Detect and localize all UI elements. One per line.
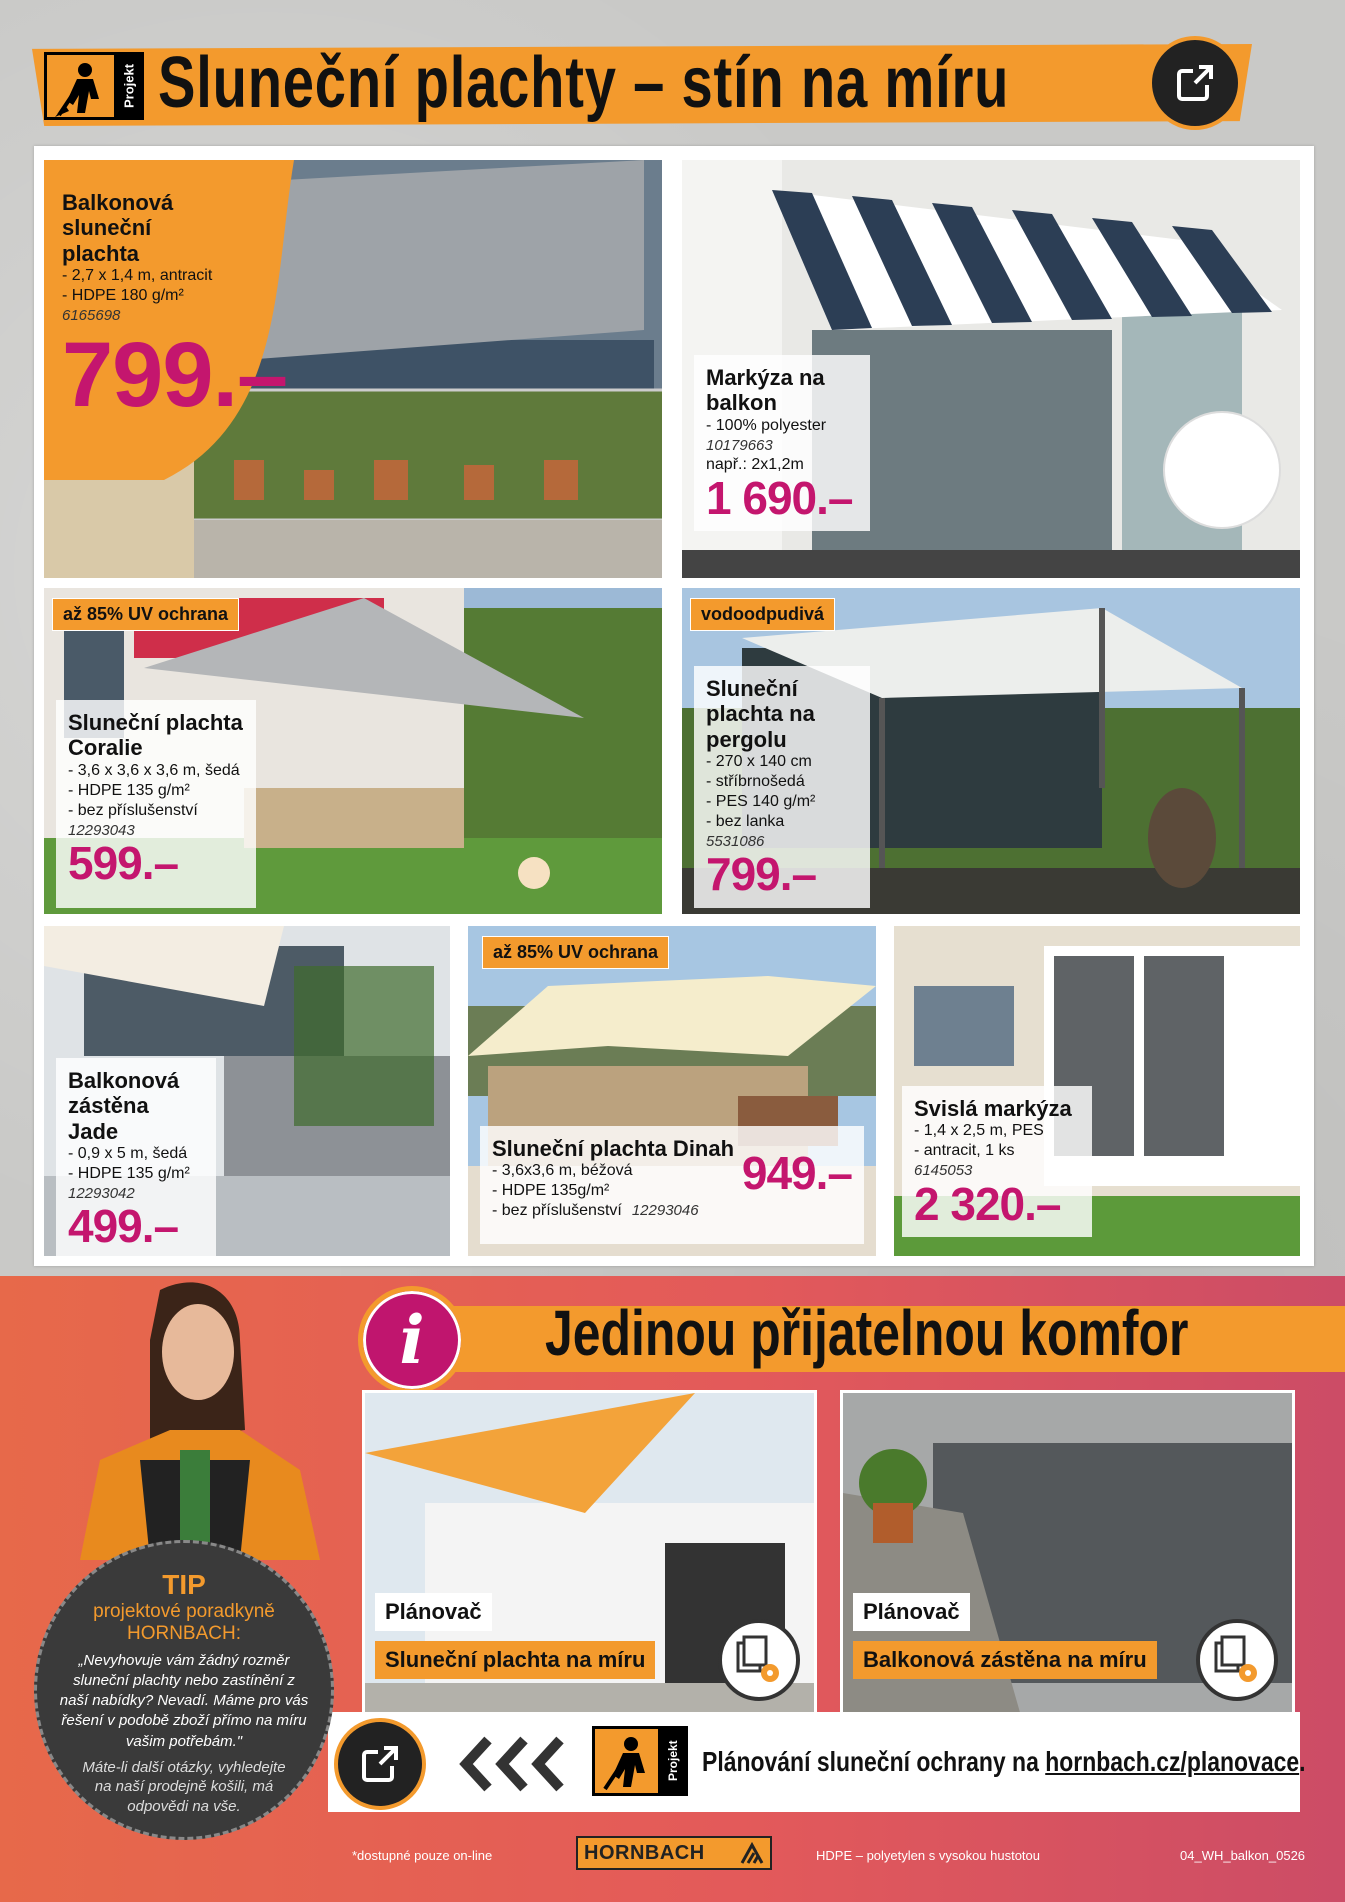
- advisor-photo: [40, 1270, 340, 1560]
- planner-sun-sail[interactable]: [362, 1390, 817, 1720]
- product-tile-dinah[interactable]: [468, 926, 876, 1256]
- product-info: [56, 1058, 216, 1256]
- planner-balcony-screen[interactable]: [840, 1390, 1295, 1720]
- product-code: 6165698: [62, 306, 121, 324]
- product-info: [50, 180, 299, 431]
- planner-settings-icon: [718, 1619, 800, 1701]
- product-spec: - bez lanka: [706, 812, 785, 830]
- product-spec: - bez příslušenství: [68, 801, 198, 819]
- planner-name: Balkonová zástěna na míru: [853, 1641, 1157, 1679]
- product-spec: - 1,4 x 2,5 m, PES: [914, 1122, 1044, 1140]
- water-repellent-tag: vodoodpudivá: [690, 598, 835, 631]
- product-info: [902, 1086, 1092, 1237]
- cta-projekt-logo: [592, 1726, 688, 1796]
- product-code: 5531086: [706, 832, 765, 850]
- product-spec: - stříbrnošedá: [706, 772, 805, 790]
- planner-link[interactable]: hornbach.cz/planovace: [1045, 1746, 1300, 1777]
- product-price: 949.–: [741, 1147, 852, 1199]
- product-tile-coralie[interactable]: [44, 588, 662, 914]
- cta-suffix: .: [1299, 1746, 1306, 1777]
- product-name: Sluneční plachta Dinah: [492, 1136, 735, 1161]
- product-info: [694, 355, 870, 531]
- info-title: Jedinou přijatelnou komfor: [545, 1297, 1189, 1369]
- footer-hdpe-note: HDPE – polyetylen s vysokou hustotou: [816, 1848, 1041, 1863]
- product-spec: - HDPE 180 g/m²: [62, 286, 184, 304]
- product-name: Markýza na balkon: [706, 365, 825, 416]
- product-spec: - 100% polyester: [706, 416, 827, 434]
- tip-subtitle: projektové poradkyně HORNBACH:: [93, 1601, 275, 1644]
- worker-shovel-icon: [601, 1735, 655, 1791]
- product-tile-pergola[interactable]: [682, 588, 1300, 914]
- product-spec: - 0,9 x 5 m, šedá: [68, 1144, 188, 1162]
- projekt-logo-text: Projekt: [661, 1729, 685, 1793]
- product-tile-awning[interactable]: [682, 160, 1300, 578]
- planner-label: Plánovač: [375, 1593, 492, 1631]
- product-name: Balkonová zástěna Jade: [68, 1068, 180, 1144]
- product-code: 10179663: [706, 436, 773, 454]
- product-code: 6145053: [914, 1162, 973, 1180]
- product-tile-vertical-awning[interactable]: [894, 926, 1300, 1256]
- hornbach-house-icon: [740, 1841, 764, 1865]
- chevrons-left-icon: [458, 1734, 578, 1794]
- product-info: [56, 700, 256, 908]
- product-spec: - 270 x 140 cm: [706, 752, 812, 770]
- product-spec: - 3,6x3,6 m, béžová: [492, 1162, 633, 1180]
- planner-settings-icon: [1196, 1619, 1278, 1701]
- footer-note: *dostupné pouze on-line: [352, 1848, 493, 1863]
- projekt-logo-text: Projekt: [117, 55, 141, 117]
- product-price: 799.–: [706, 848, 817, 901]
- product-spec: - HDPE 135 g/m²: [68, 781, 190, 799]
- product-tile-jade-screen[interactable]: [44, 926, 450, 1256]
- product-name: Sluneční plachta na pergolu: [706, 676, 815, 752]
- brand-name: HORNBACH: [584, 1841, 705, 1864]
- hornbach-logo: [576, 1836, 772, 1870]
- info-icon: i: [358, 1286, 466, 1394]
- product-spec: - HDPE 135 g/m²: [68, 1164, 190, 1182]
- cta-text: [702, 1746, 1306, 1778]
- product-price: 499.–: [68, 1200, 179, 1253]
- product-price: 2 320.–: [914, 1177, 1061, 1230]
- footer-code: 04_WH_balkon_0526: [1180, 1848, 1306, 1863]
- cta-prefix: Plánování sluneční ochrany na: [702, 1746, 1046, 1777]
- product-size-example: např.: 2x1,2m: [706, 456, 804, 474]
- product-spec-row: [492, 1201, 852, 1221]
- product-price: 799.–: [62, 324, 288, 427]
- product-name: Sluneční plachta Coralie: [68, 710, 243, 761]
- product-tile-balcony-sail[interactable]: [44, 160, 662, 578]
- planner-label: Plánovač: [853, 1593, 970, 1631]
- product-spec: - antracit, 1 ks: [914, 1142, 1015, 1160]
- product-spec: - 3,6 x 3,6 x 3,6 m, šedá: [68, 761, 240, 779]
- product-price: 599.–: [68, 837, 179, 890]
- product-info: [694, 666, 870, 908]
- product-name: Balkonová sluneční plachta: [62, 190, 174, 266]
- tip-quote: „Nevyhovuje vám žádný rozměr sluneční plachty nebo zastínění z naší nabídky? Nevadí. Máme pro vás řešení v podobě zboží přímo na míru vašim potřebám.": [59, 1651, 309, 1750]
- header-external-link-button[interactable]: [1148, 36, 1242, 130]
- projekt-logo: [44, 52, 144, 120]
- product-code: 12293042: [68, 1184, 135, 1202]
- product-name: Svislá markýza: [914, 1096, 1072, 1121]
- external-link-icon: [1173, 61, 1217, 105]
- product-code: 12293043: [68, 821, 135, 839]
- product-spec: - 2,7 x 1,4 m, antracit: [62, 266, 213, 284]
- uv-protection-tag: až 85% UV ochrana: [52, 598, 239, 631]
- external-link-icon: [358, 1742, 402, 1786]
- uv-protection-tag: až 85% UV ochrana: [482, 936, 669, 969]
- product-code: 12293046: [631, 1202, 699, 1220]
- planner-name: Sluneční plachta na míru: [375, 1641, 655, 1679]
- cta-external-link-button[interactable]: [334, 1718, 426, 1810]
- product-spec: - HDPE 135g/m²: [492, 1182, 610, 1200]
- product-price: 1 690.–: [706, 472, 853, 525]
- tip-bubble: [34, 1540, 334, 1840]
- product-spec: - PES 140 g/m²: [706, 792, 816, 810]
- page-title: Sluneční plachty – stín na míru: [158, 43, 1010, 123]
- product-info: [480, 1126, 864, 1244]
- tip-title: TIP: [162, 1569, 206, 1600]
- worker-shovel-icon: [55, 61, 109, 117]
- product-spec: - bez příslušenství: [492, 1202, 622, 1220]
- tip-note: Máte-li další otázky, vyhledejte na naší prodejně košili, má odpovědi na vše.: [82, 1758, 286, 1815]
